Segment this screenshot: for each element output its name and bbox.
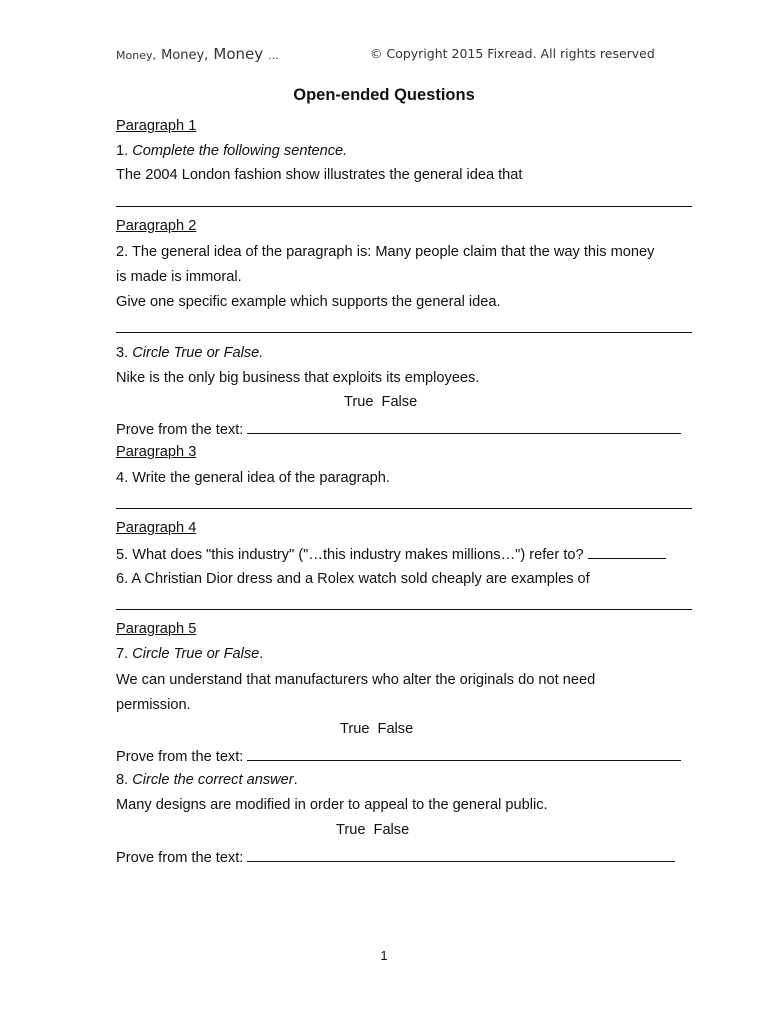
header-word-1: Money,: [116, 49, 156, 62]
question-8-text: Many designs are modified in order to appeal to the general public.: [116, 797, 548, 813]
question-8-false-option[interactable]: False: [373, 822, 410, 838]
question-8-instruction: Circle the correct answer: [132, 772, 294, 788]
question-7-true-option[interactable]: True: [340, 721, 370, 737]
question-8-prove: [116, 847, 675, 867]
question-5-text: 5. What does "this industry" ("…this industry makes millions…") refer to?: [116, 547, 584, 563]
question-8-prompt: [116, 771, 298, 789]
paragraph-4-heading: Paragraph 4: [116, 520, 197, 536]
question-1-number: 1.: [116, 143, 129, 159]
question-1-prompt: [116, 142, 347, 160]
answer-line-q3-prove[interactable]: [247, 419, 681, 434]
question-8-prove-label: Prove from the text:: [116, 850, 244, 866]
question-7-instruction: Circle True or False: [132, 646, 260, 662]
question-2-line-3: Give one specific example which supports the general idea.: [116, 294, 501, 310]
page-header: [116, 44, 716, 64]
question-7-prompt: [116, 645, 263, 663]
question-8-true-false: [336, 821, 409, 839]
paragraph-3-heading: Paragraph 3: [116, 444, 197, 460]
answer-line-q7-prove[interactable]: [247, 746, 681, 761]
question-2-line-1: 2. The general idea of the paragraph is: Many people claim that the way this money: [116, 244, 655, 260]
page-title: Open-ended Questions: [293, 86, 475, 104]
paragraph-2-heading: Paragraph 2: [116, 218, 197, 234]
header-series-title: [116, 44, 279, 63]
question-7-period: .: [259, 646, 264, 662]
paragraph-1-heading: Paragraph 1: [116, 118, 197, 134]
question-3-true-option[interactable]: True: [344, 394, 374, 410]
question-7-prove: [116, 746, 681, 766]
question-2-line-2: is made is immoral.: [116, 269, 242, 285]
question-3-false-option[interactable]: False: [381, 394, 418, 410]
question-7-false-option[interactable]: False: [377, 721, 414, 737]
header-ellipsis: ...: [268, 49, 279, 62]
question-8-number: 8.: [116, 772, 129, 788]
answer-line-q5[interactable]: [588, 544, 666, 559]
paragraph-5-heading: Paragraph 5: [116, 621, 197, 637]
answer-line-q6[interactable]: [116, 609, 692, 610]
question-4-text: 4. Write the general idea of the paragraph.: [116, 470, 390, 486]
question-3-instruction: Circle True or False.: [132, 345, 264, 361]
answer-line-q2[interactable]: [116, 332, 692, 333]
question-3-number: 3.: [116, 345, 129, 361]
question-3-text: Nike is the only big business that exploits its employees.: [116, 370, 480, 386]
page-number: 1: [380, 948, 388, 963]
header-copyright: © Copyright 2015 Fixread. All rights reserved: [370, 46, 655, 61]
question-8-true-option[interactable]: True: [336, 822, 366, 838]
answer-line-q4[interactable]: [116, 508, 692, 509]
header-word-3: Money: [213, 45, 264, 63]
question-3-true-false: [344, 393, 417, 411]
question-1-instruction: Complete the following sentence.: [132, 143, 348, 159]
question-3-prompt: [116, 344, 263, 362]
question-7-true-false: [340, 720, 413, 738]
question-7-number: 7.: [116, 646, 129, 662]
question-5: [116, 544, 666, 564]
question-3-prove-label: Prove from the text:: [116, 422, 244, 438]
question-6-text: 6. A Christian Dior dress and a Rolex watch sold cheaply are examples of: [116, 571, 590, 587]
question-7-line-1: We can understand that manufacturers who alter the originals do not need: [116, 672, 596, 688]
header-word-2: Money,: [161, 48, 209, 63]
answer-line-q1[interactable]: [116, 206, 692, 207]
answer-line-q8-prove[interactable]: [247, 847, 675, 862]
question-1-text: The 2004 London fashion show illustrates the general idea that: [116, 167, 523, 183]
question-7-prove-label: Prove from the text:: [116, 749, 244, 765]
question-8-period: .: [293, 772, 298, 788]
question-7-line-2: permission.: [116, 697, 191, 713]
question-3-prove: [116, 419, 681, 439]
